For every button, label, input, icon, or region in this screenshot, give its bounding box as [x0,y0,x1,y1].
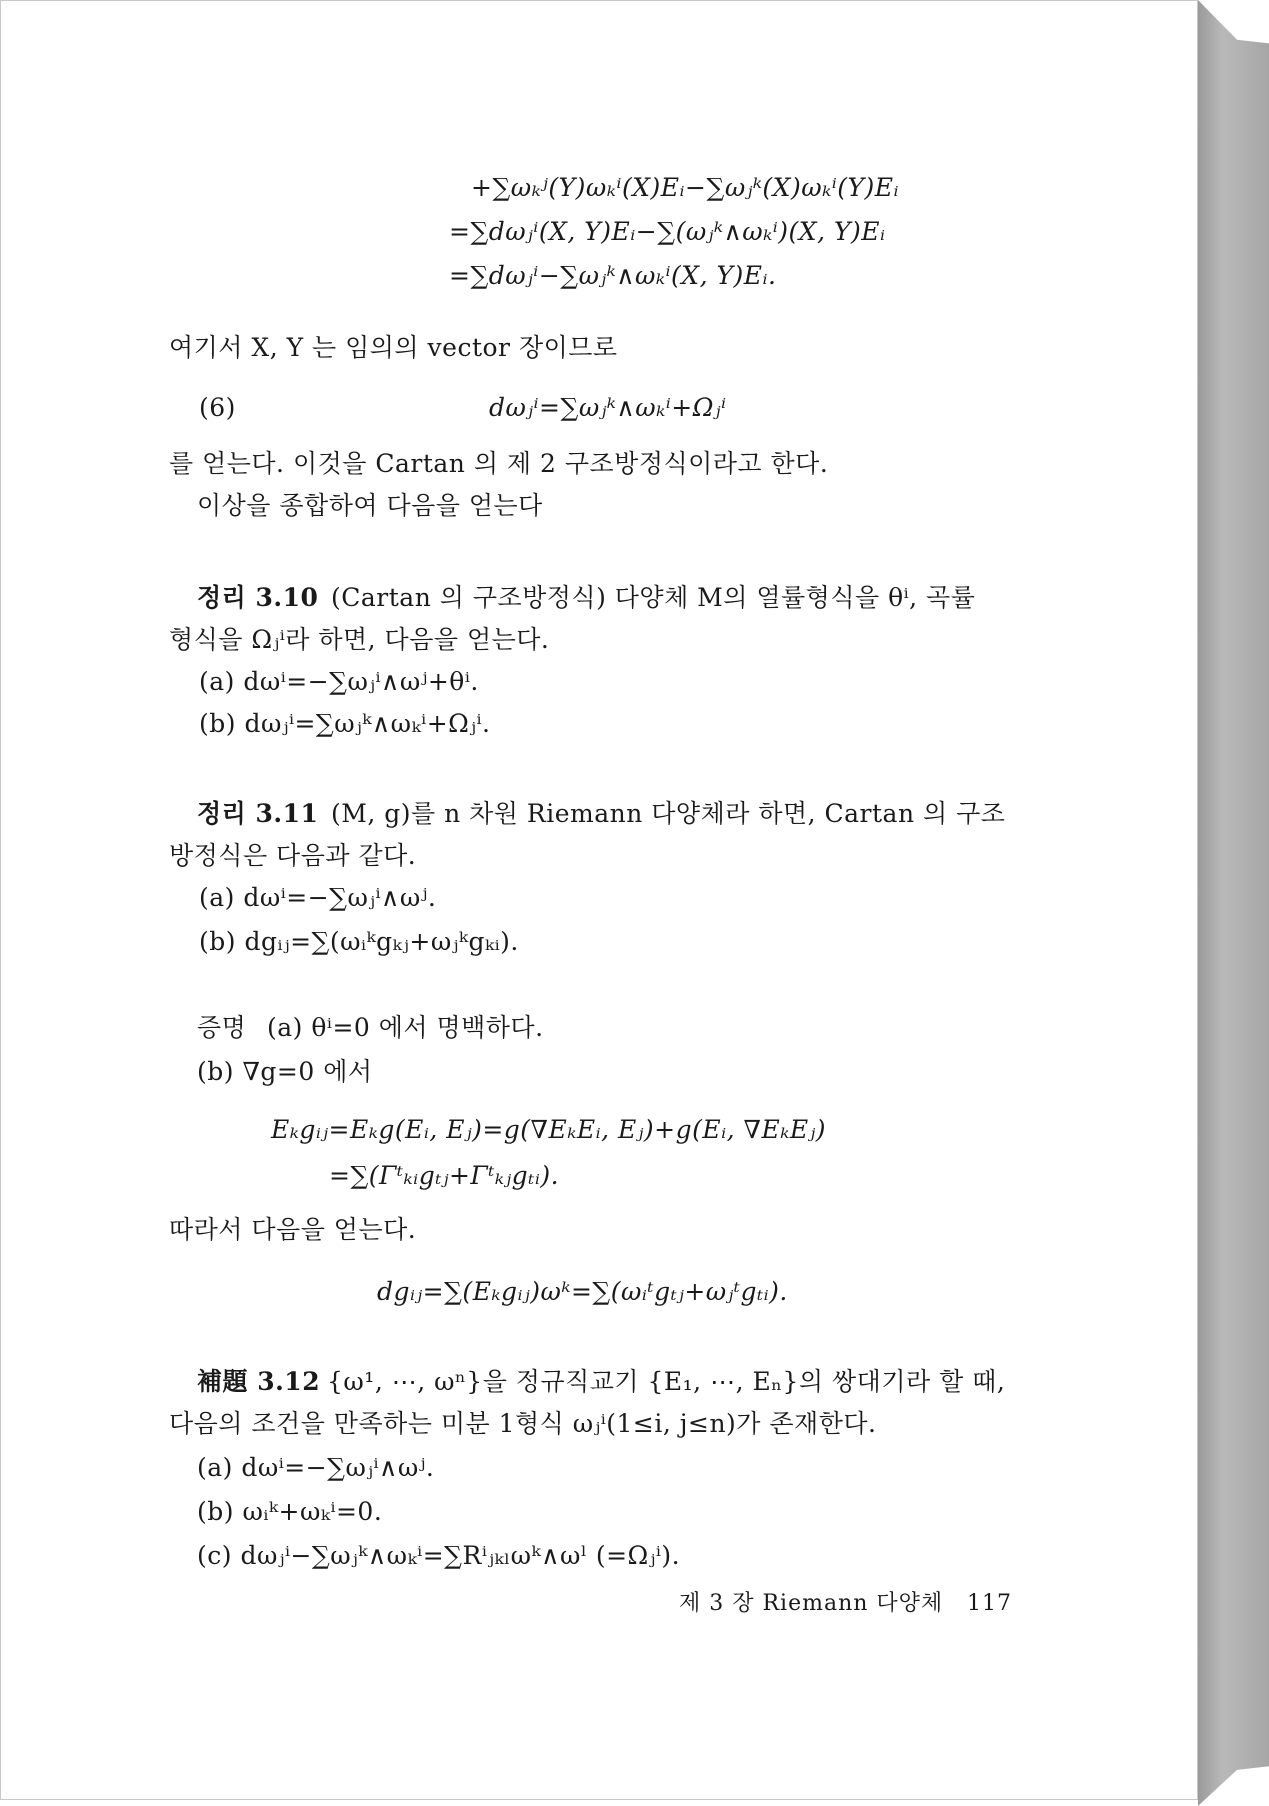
continuation-math-line-3: =∑dωⱼⁱ−∑ωⱼᵏ∧ωₖⁱ(X, Y)Eᵢ. [449,261,777,290]
paragraph-combine: 이상을 종합하여 다음을 얻는다 [197,491,543,520]
lemma-3-12-line-1: {ω¹, ⋯, ωⁿ}을 정규직교기 {E₁, ⋯, Eₙ}의 쌍대기라 할 때, [327,1367,1006,1396]
theorem-3-10-item-a: (a) dωⁱ=−∑ωⱼⁱ∧ωʲ+θⁱ. [199,667,479,696]
proof-label: 증명 [197,1013,247,1042]
book-spine-edge [1198,0,1269,1806]
lemma-3-12-line-2: 다음의 조건을 만족하는 미분 1형식 ωⱼⁱ(1≤i, j≤n)가 존재한다. [169,1409,877,1438]
proof-equation-1: Eₖgᵢⱼ=Eₖg(Eᵢ, Eⱼ)=g(∇EₖEᵢ, Eⱼ)+g(Eᵢ, ∇EₖEⱼ) [271,1115,826,1144]
theorem-3-10-item-b: (b) dωⱼⁱ=∑ωⱼᵏ∧ωₖⁱ+Ωⱼⁱ. [199,709,491,738]
paragraph-second-structure-equation: 를 얻는다. 이것을 Cartan 의 제 2 구조방정식이라고 한다. [169,449,829,478]
proof-item-a: (a) θⁱ=0 에서 명백하다. [267,1013,544,1042]
theorem-3-11-line-1: (M, g)를 n 차원 Riemann 다양체라 하면, Cartan 의 구조 [331,799,1006,828]
lemma-3-12-label: 補題 3.12 [197,1367,321,1396]
theorem-3-10-line-2: 형식을 Ωⱼⁱ라 하면, 다음을 얻는다. [169,625,550,654]
theorem-3-11-item-a: (a) dωⁱ=−∑ωⱼⁱ∧ωʲ. [199,883,437,912]
theorem-3-11-item-b: (b) dgᵢⱼ=∑(ωᵢᵏgₖⱼ+ωⱼᵏgₖᵢ). [199,927,519,956]
theorem-3-10-line-1: (Cartan 의 구조방정식) 다양체 M의 열률형식을 θⁱ, 곡률 [331,583,976,612]
paragraph-arbitrary-fields: 여기서 X, Y 는 임의의 vector 장이므로 [169,333,618,362]
footer-chapter-title: 제 3 장 Riemann 다양체 [679,1591,944,1616]
lemma-3-12-item-b: (b) ωᵢᵏ+ωₖⁱ=0. [197,1497,383,1526]
theorem-3-11-label: 정리 3.11 [197,799,319,828]
theorem-3-10-label: 정리 3.10 [197,583,319,612]
continuation-math-line-1: +∑ωₖʲ(Y)ωₖⁱ(X)Eᵢ−∑ωⱼᵏ(X)ωₖⁱ(Y)Eᵢ [471,173,900,202]
theorem-3-11-line-2: 방정식은 다음과 같다. [169,841,417,870]
footer-page-number: 117 [967,1591,1012,1616]
lemma-3-12-item-a: (a) dωⁱ=−∑ωⱼⁱ∧ωʲ. [197,1453,435,1482]
proof-equation-2: =∑(Γᵗₖᵢgₜⱼ+Γᵗₖⱼgₜᵢ). [329,1161,560,1190]
proof-equation-3: dgᵢⱼ=∑(Eₖgᵢⱼ)ωᵏ=∑(ωᵢᵗgₜⱼ+ωⱼᵗgₜᵢ). [377,1277,788,1306]
equation-6-number: (6) [199,393,236,422]
equation-6-formula: dωⱼⁱ=∑ωⱼᵏ∧ωₖⁱ+Ωⱼⁱ [489,393,727,422]
continuation-math-line-2: =∑dωⱼⁱ(X, Y)Eᵢ−∑(ωⱼᵏ∧ωₖⁱ)(X, Y)Eᵢ [449,217,886,246]
lemma-3-12-item-c: (c) dωⱼⁱ−∑ωⱼᵏ∧ωₖⁱ=∑Rⁱⱼₖₗωᵏ∧ωˡ (=Ωⱼⁱ). [197,1541,681,1570]
proof-then-text: 따라서 다음을 얻는다. [169,1215,417,1244]
proof-item-b: (b) ∇g=0 에서 [197,1057,373,1086]
